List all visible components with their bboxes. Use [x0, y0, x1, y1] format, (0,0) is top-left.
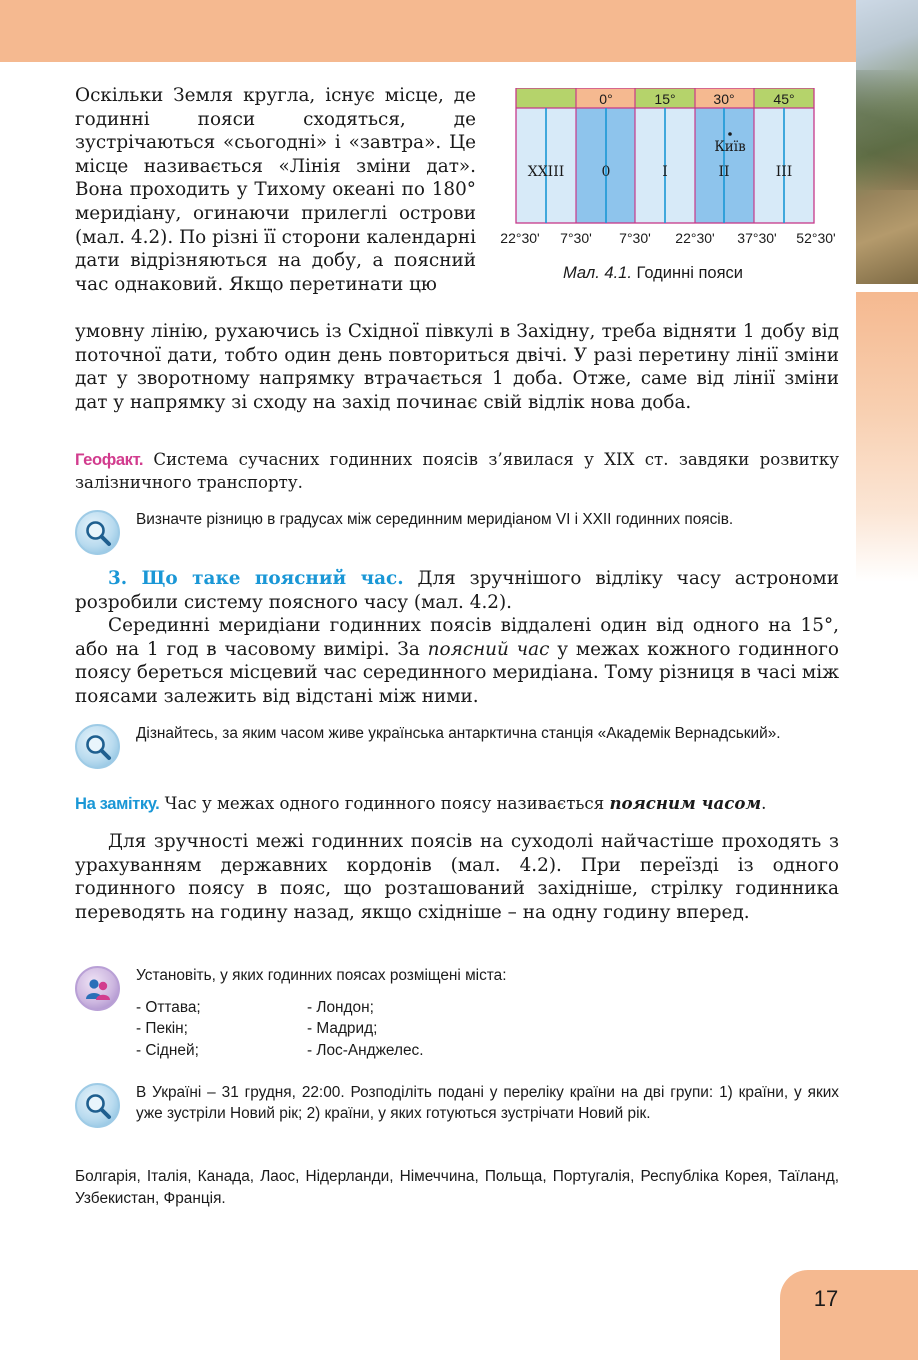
- header-cell: [516, 88, 576, 108]
- bottom-label: 7°30': [619, 230, 651, 246]
- city-item: - Пекін;: [136, 1020, 188, 1037]
- note-block: [75, 792, 839, 815]
- zone-label: I: [662, 164, 668, 180]
- zone-label: XXIII: [527, 164, 565, 180]
- city-item: - Лондон;: [307, 998, 374, 1016]
- side-gradient-tab: [856, 292, 918, 582]
- geofact-block: [75, 448, 839, 494]
- section-3-p2-end: у межах кожного годинного поясу береться місцевий час серединного меридіана. Тому різниця в часі між поясами залежить від відстані між ними.: [75, 638, 839, 707]
- magnifier-icon: [75, 510, 120, 555]
- task-4-text: В Україні – 31 грудня, 22:00. Розподіліть подані у переліку країни на дві групи: 1) країни, у яких уже зустріли Новий рік; 2) країни, у яких готуються зустрічати Новий рік.: [136, 1084, 839, 1122]
- countries-list: Болгарія, Італія, Канада, Лаос, Нідерланди, Німеччина, Польща, Португалія, Республіка Корея, Таїланд, Узбекистан, Франція.: [75, 1168, 839, 1207]
- bottom-label: 52°30': [796, 230, 836, 246]
- geofact-text: Система сучасних годинних поясів з’явилася у XIX ст. завдяки розвитку залізничного транспорту.: [75, 450, 839, 492]
- section-3-text: Для зручнішого відліку часу астрономи розробили систему поясного часу (мал. 4.2).: [75, 568, 839, 613]
- magnifier-icon: [75, 724, 120, 769]
- figure-caption: [563, 264, 743, 283]
- task-1-text: Визначте різницю в градусах між серединним меридіаном VI і XXII годинних поясів.: [136, 511, 734, 528]
- top-label: 30°: [713, 91, 735, 107]
- page-number: 17: [813, 1286, 839, 1311]
- note-end: .: [761, 794, 767, 813]
- note-label: На замітку.: [75, 794, 160, 813]
- term-zone-time: поясний час: [427, 638, 550, 660]
- bottom-label: 22°30': [500, 230, 540, 246]
- task-magnifier-3: [75, 1083, 839, 1124]
- city-item: - Лос-Анджелес.: [307, 1041, 424, 1059]
- borders-paragraph: Для зручності межі годинних поясів на суходолі найчастіше проходять з урахуванням державних кордонів (мал. 4.2). При переїзді із одного годинного поясу в пояс, що розташований західніше, стрілку годинника переводять на годину назад, якщо східніше – на одну годину вперед.: [75, 831, 839, 923]
- task-magnifier-1: [75, 510, 839, 531]
- intro-paragraph-continued: умовну лінію, рухаючись із Східної півкулі в Західну, треба відняти 1 добу від поточної дати, тобто один день повториться двічі. У разі перетину лінії зміни дат у зворотному напрямку втрачається 1 доба. Отже, саме від лінії зміни дат у напрямку зі сходу на захід починає свій відлік нова доба.: [75, 321, 839, 413]
- section-3: [75, 567, 839, 709]
- note-text: Час у межах одного годинного поясу називається: [159, 794, 610, 813]
- zone-label: 0: [601, 164, 611, 180]
- task-magnifier-2: [75, 724, 839, 745]
- top-label: 0°: [599, 91, 613, 107]
- section-3-paragraph-1: [75, 567, 839, 614]
- intro-paragraph: Оскільки Земля кругла, існує місце, де годинні пояси сходяться, де зустрічаються «сьогодні» і «завтра». Це місце називається «Лінія зміни дат». Вона проходить у Тихому океані по 180° меридіану, огинаючи прилеглі острови (мал. 4.2). По різні її сторони календарні дати відрізняються на добу, а поясний час однаковий. Якщо перетинати цю: [75, 85, 476, 295]
- bottom-label: 22°30': [675, 230, 715, 246]
- city-label: Київ: [714, 139, 746, 155]
- caption-label: Мал. 4.1.: [563, 264, 632, 282]
- mountain-photo: [856, 0, 918, 284]
- magnifier-icon: [75, 1083, 120, 1128]
- top-label: 15°: [654, 91, 676, 107]
- zone-label: III: [775, 164, 793, 180]
- time-zones-diagram: [498, 88, 842, 248]
- bottom-label: 37°30': [737, 230, 777, 246]
- bottom-label: 7°30': [560, 230, 592, 246]
- task-people: [75, 966, 839, 1061]
- section-3-paragraph-2: [75, 614, 839, 708]
- section-3-heading: 3. Що таке поясний час.: [108, 568, 404, 589]
- cities-list: [136, 997, 839, 1062]
- city-item: - Сідней;: [136, 1041, 199, 1059]
- geofact-label: Геофакт.: [75, 450, 144, 469]
- time-zones-figure: [498, 88, 842, 248]
- task-3-text: Установіть, у яких годинних поясах розміщені міста:: [136, 967, 507, 984]
- top-label: 45°: [773, 91, 795, 107]
- page-number-tab: [780, 1270, 918, 1360]
- people-icon: [75, 966, 120, 1011]
- city-dot: [728, 132, 732, 136]
- city-item: - Оттава;: [136, 998, 201, 1016]
- city-item: - Мадрид;: [307, 1020, 378, 1037]
- note-term: поясним часом: [609, 793, 762, 813]
- task-2-text: Дізнайтесь, за яким часом живе українська антарктична станція «Академік Вернадський».: [136, 725, 781, 742]
- header-band: [0, 0, 856, 62]
- caption-text: Годинні пояси: [631, 264, 743, 282]
- mountain-ridge: [856, 70, 918, 190]
- zone-label: II: [718, 164, 730, 180]
- section-3-p2-start: Серединні меридіани годинних поясів віддалені один від одного на 15°, або на 1 год в часовому вимірі. За: [75, 615, 839, 660]
